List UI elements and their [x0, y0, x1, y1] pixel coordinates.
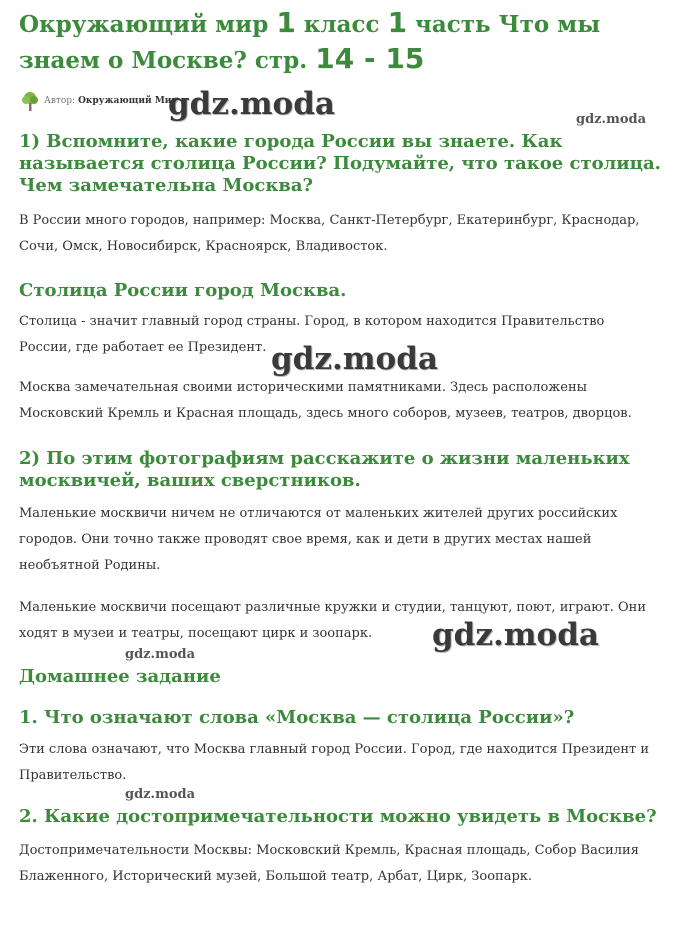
- part-number: 1: [387, 6, 408, 39]
- question-2-paragraph-1: Маленькие москвичи ничем не отличаются от маленьких жителей других российских городов. Они точно также проводят свое время, как и дети в других местах нашей необъятной Родины.: [19, 506, 618, 573]
- watermark: gdz.moda: [432, 617, 599, 653]
- watermark: gdz.moda: [168, 86, 335, 122]
- homework-question-1: 1. Что означают слова «Москва — столица России»?: [19, 707, 575, 728]
- watermark: gdz.moda: [576, 112, 647, 127]
- homework-answer-1: Эти слова означают, что Москва главный город России. Город, где находится Президент и Правительство.: [19, 742, 650, 783]
- capital-paragraph-1: Столица - значит главный город страны. Город, в котором находится Правительство России, где работает ее Президент.: [19, 314, 605, 355]
- watermark: gdz.moda: [271, 341, 438, 377]
- author-label: Автор:: [44, 96, 76, 106]
- author-name[interactable]: Окружающий Мир: [78, 96, 178, 106]
- author-line: [19, 90, 178, 112]
- homework-answer-2: Достопримечательности Москвы: Московский Кремль, Красная площадь, Собор Василия Блаженного, Исторический музей, Большой театр, Арбат, Цирк, Зоопарк.: [19, 843, 639, 884]
- capital-paragraph-2: Москва замечательная своими историческими памятниками. Здесь расположены Московский Кремль и Красная площадь, здесь много соборов, музеев, театров, дворцов.: [19, 380, 632, 421]
- question-1-heading: 1) Вспомните, какие города России вы знаете. Как называется столица России? Подумайте, что такое столица. Чем замечательна Москва?: [19, 131, 661, 196]
- question-1-answer: В России много городов, например: Москва, Санкт-Петербург, Екатеринбург, Краснодар, Сочи, Омск, Новосибирск, Красноярск, Владивосток.: [19, 213, 640, 254]
- page-title: Окружающий мир 1 класс 1 часть Что мы знаем о Москве? стр. 14 - 15: [19, 6, 601, 75]
- tree-icon: [19, 90, 41, 112]
- homework-question-2: 2. Какие достопримечательности можно увидеть в Москве?: [19, 806, 657, 827]
- watermark: gdz.moda: [125, 787, 196, 802]
- homework-heading: Домашнее задание: [19, 666, 221, 687]
- capital-heading: Столица России город Москва.: [19, 280, 347, 301]
- watermark: gdz.moda: [125, 647, 196, 662]
- grade-number: 1: [276, 6, 296, 39]
- question-2-heading: 2) По этим фотографиям расскажите о жизни маленьких москвичей, ваших сверстников.: [19, 448, 630, 491]
- page-range: 14 - 15: [315, 42, 425, 75]
- question-2-paragraph-2: Маленькие москвичи посещают различные кружки и студии, танцуют, поют, играют. Они ходят в музеи и театры, посещают цирк и зоопарк.: [19, 600, 647, 641]
